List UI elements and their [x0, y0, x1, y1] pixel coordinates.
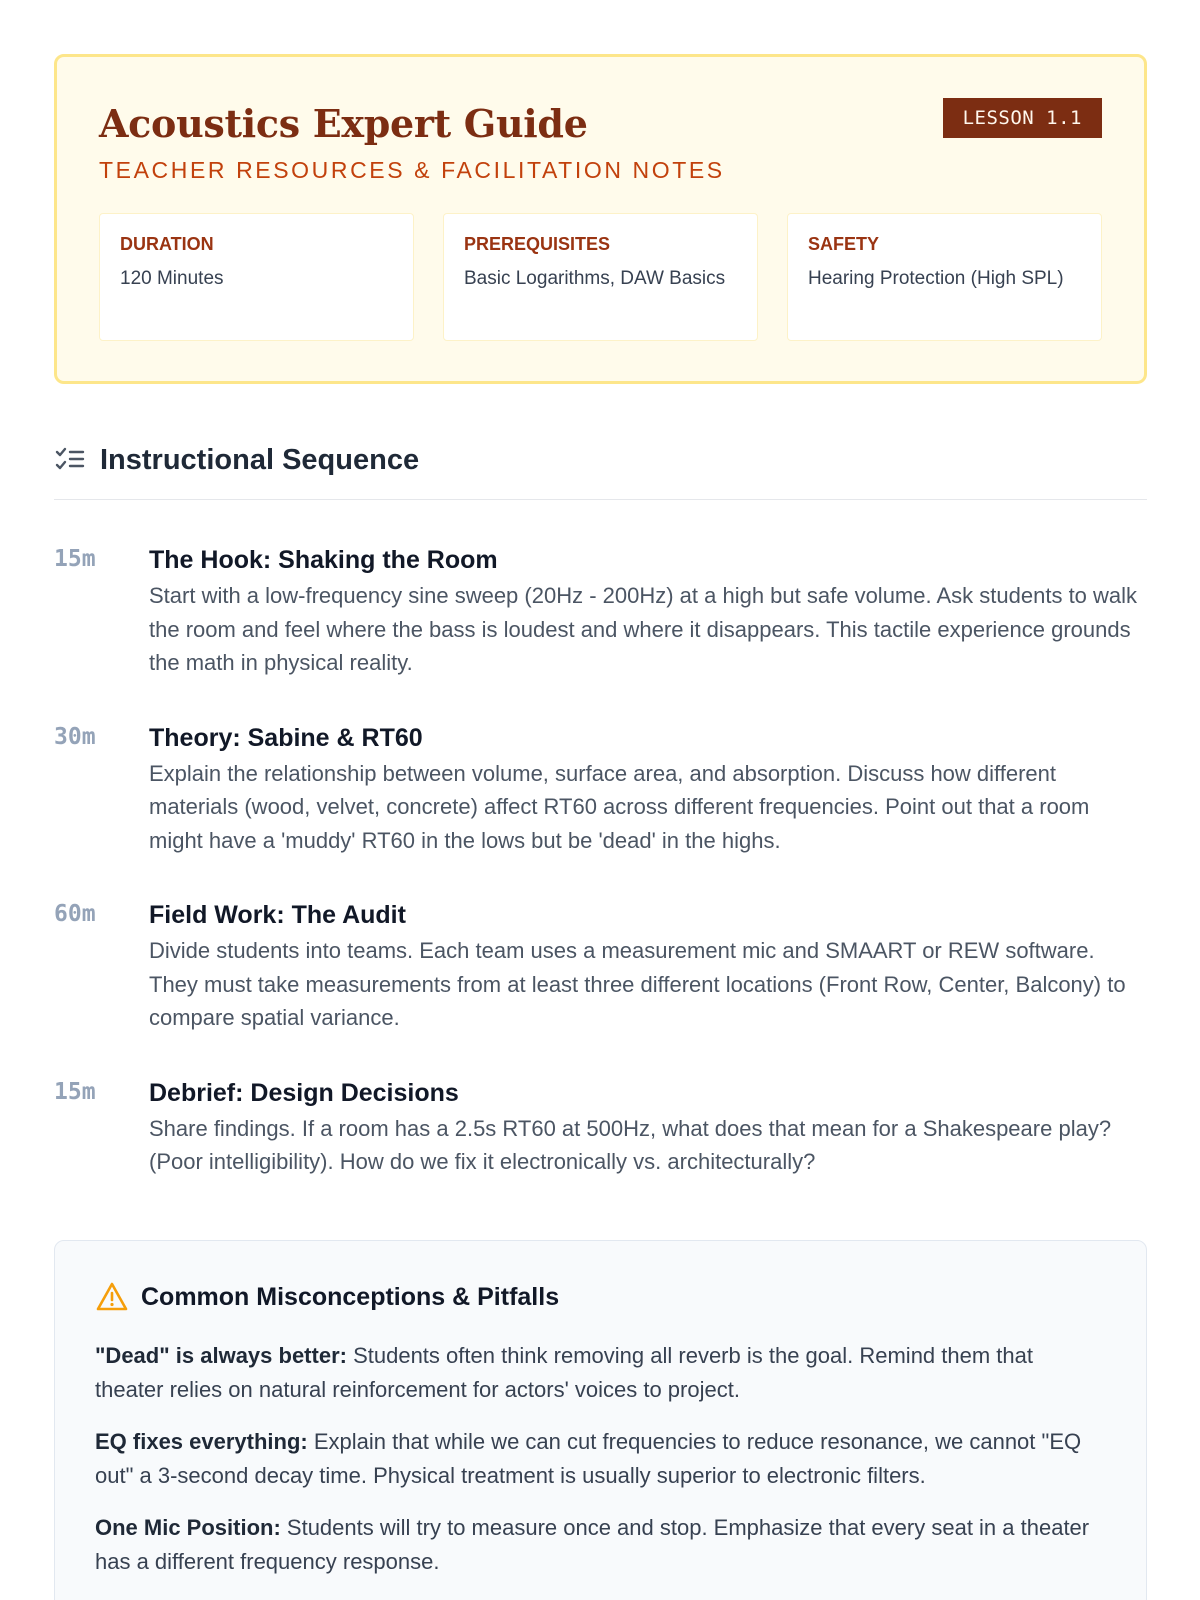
warning-icon — [95, 1281, 129, 1313]
misconception-term: One Mic Position: — [95, 1515, 281, 1540]
step-description: Explain the relationship between volume, surface area, and absorption. Discuss how different materials (wood, velvet, concrete) affect RT60 across different frequencies. Point out that a room might have a 'muddy' RT60 in the lows but be 'dead' in the highs. — [149, 760, 1090, 853]
step-title: Field Work: The Audit — [149, 901, 406, 929]
instructional-sequence-heading — [54, 440, 1147, 500]
misconceptions-title: Common Misconceptions & Pitfalls — [141, 1282, 560, 1311]
misconception-item — [95, 1339, 1106, 1406]
step-duration: 60m — [54, 901, 96, 927]
step-description: Divide students into teams. Each team uses a measurement mic and SMAART or REW software. They must take measurements from at least three different locations (Front Row, Center, Balcony) to compare spatial variance. — [149, 938, 1126, 1030]
misconception-text: Explain that while we can cut frequencies to reduce resonance, we cannot "EQ out" a 3-second decay time. Physical treatment is usually superior to electronic filters. — [95, 1429, 1082, 1488]
step-duration: 30m — [54, 723, 96, 750]
page-title: Acoustics Expert Guide — [99, 101, 588, 146]
meta-card-safety — [787, 213, 1102, 341]
misconception-text: Students often think removing all reverb is the goal. Remind them that theater relies on natural reinforcement for actors' voices to project. — [95, 1343, 1033, 1402]
meta-card-prerequisites — [443, 213, 758, 341]
lesson-badge: LESSON 1.1 — [943, 98, 1102, 138]
step-body — [149, 544, 1147, 680]
step-body — [149, 899, 1147, 1035]
checklist-icon — [54, 444, 86, 476]
meta-label: SAFETY — [808, 234, 880, 254]
timeline-step — [54, 1077, 1147, 1179]
meta-value: Hearing Protection (High SPL) — [808, 268, 1064, 289]
step-duration: 15m — [54, 546, 96, 572]
step-title: Debrief: Design Decisions — [149, 1078, 459, 1107]
step-description: Share findings. If a room has a 2.5s RT60 at 500Hz, what does that mean for a Shakespeare play? (Poor intelligibility). How do we fix it electronically vs. architecturally? — [149, 1115, 1112, 1174]
misconceptions-box — [54, 1240, 1147, 1600]
step-body — [149, 1077, 1147, 1179]
section-title: Instructional Sequence — [100, 444, 420, 476]
step-description: Start with a low-frequency sine sweep (20Hz - 200Hz) at a high but safe volume. Ask students to walk the room and feel where the bass is loudest and where it disappears. This tactile experience grounds the math in physical reality. — [149, 583, 1138, 675]
misconception-term: EQ fixes everything: — [95, 1429, 308, 1454]
timeline-step — [54, 899, 1147, 1035]
misconception-item — [95, 1425, 1106, 1492]
page-subtitle: TEACHER RESOURCES & FACILITATION NOTES — [99, 157, 725, 183]
lesson-header-card — [54, 54, 1147, 384]
misconception-item — [95, 1511, 1106, 1578]
timeline-step — [54, 722, 1147, 858]
step-duration: 15m — [54, 1078, 96, 1105]
meta-grid — [99, 213, 1102, 341]
step-body — [149, 722, 1147, 858]
misconception-text: Students will try to measure once and stop. Emphasize that every seat in a theater has a different frequency response. — [95, 1515, 1090, 1574]
meta-label: PREREQUISITES — [464, 234, 611, 254]
meta-value: Basic Logarithms, DAW Basics — [464, 268, 726, 289]
misconception-term: "Dead" is always better: — [95, 1343, 347, 1368]
step-title: Theory: Sabine & RT60 — [149, 723, 423, 752]
step-title: The Hook: Shaking the Room — [149, 546, 498, 574]
misconceptions-heading — [95, 1281, 1106, 1313]
timeline-step — [54, 544, 1147, 680]
meta-label: DURATION — [120, 234, 214, 254]
meta-value: 120 Minutes — [120, 268, 224, 289]
instructional-timeline — [54, 544, 1147, 1221]
meta-card-duration — [99, 213, 414, 341]
